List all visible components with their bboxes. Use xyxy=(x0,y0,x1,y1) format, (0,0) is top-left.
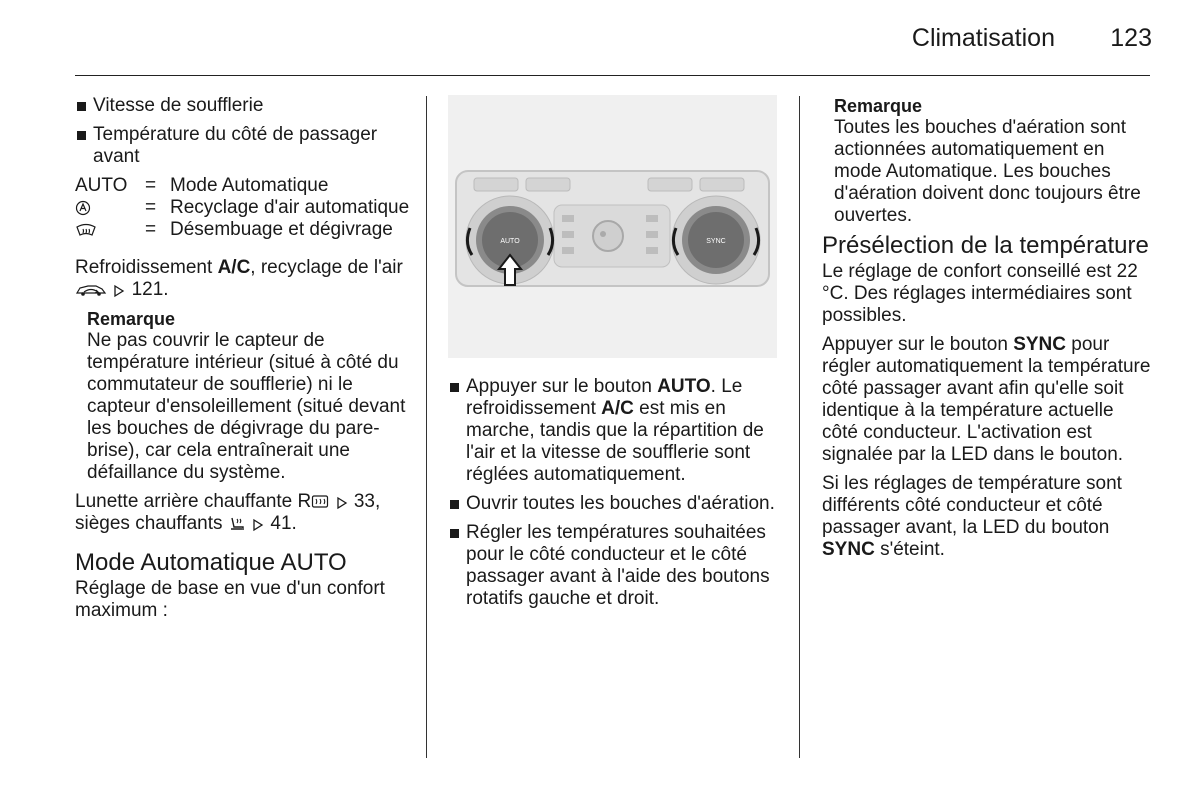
paragraph: Appuyer sur le bouton SYNC pour régler automatiquement la température côté passager avant afin qu'elle soit identique à la température actuelle côté conducteur. L'activation est signalée par la LED dans le bouton. xyxy=(822,334,1151,465)
list-item: Température du côté de passager avant xyxy=(75,124,410,168)
climate-control-panel-illustration xyxy=(448,95,777,358)
page-number: 123 xyxy=(1110,24,1152,52)
column-divider-1 xyxy=(426,96,427,758)
section-heading-auto-mode: Mode Automatique AUTO xyxy=(75,549,347,576)
bullet-square-icon xyxy=(450,383,459,392)
bullet-square-icon xyxy=(450,500,459,509)
sync-knob-label: SYNC xyxy=(706,238,726,245)
recirculation-auto-icon xyxy=(75,200,91,216)
column-divider-2 xyxy=(799,96,800,758)
column-1 xyxy=(75,95,410,629)
paragraph: Le réglage de confort conseillé est 22 °C. Des réglages intermédiaires sont possibles. xyxy=(822,261,1138,326)
bullet-square-icon xyxy=(77,131,86,140)
car-recirculation-icon xyxy=(75,282,107,298)
column-2 xyxy=(448,95,778,617)
list-item: Ouvrir toutes les bouches d'aération. xyxy=(448,493,778,515)
list-item: Régler les températures souhaitées pour le côté conducteur et le côté passager avant à l'aide des boutons rotatifs gauche et droit. xyxy=(448,522,778,610)
rear-window-heating-icon xyxy=(311,494,329,510)
column-3 xyxy=(822,95,1152,568)
list-item: Appuyer sur le bouton AUTO. Le refroidissement A/C est mis en marche, tandis que la répartition de l'air et la vitesse de soufflerie sont réglées automatiquement. xyxy=(448,376,778,486)
note-box: Remarque Ne pas couvrir le capteur de température intérieur (situé à côté du commutateur de soufflerie) ni le capteur d'ensoleillement (situé devant les bouches de dégivrage du pare-brise), car cela entraînerait une défaillance du système. xyxy=(87,309,406,483)
page-header-title: Climatisation xyxy=(911,24,1055,52)
rear-heating-paragraph: Lunette arrière chauffante R 33, sièges chauffants 41. xyxy=(75,491,381,534)
definition-defrost: = Désembuage et dégivrage xyxy=(75,219,410,241)
auto-knob-label: AUTO xyxy=(500,238,520,245)
page-reference-icon xyxy=(335,496,349,510)
section-heading-temperature: Présélection de la température xyxy=(822,232,1149,259)
definition-recirculation: = Recyclage d'air automatique xyxy=(75,197,410,219)
header-rule xyxy=(75,75,1150,76)
paragraph: Si les réglages de température sont différents côté conducteur et côté passager avant, la LED du bouton SYNC s'éteint. xyxy=(822,473,1122,560)
page-reference-icon xyxy=(251,518,265,532)
heated-seat-icon xyxy=(228,516,246,532)
cooling-paragraph: Refroidissement A/C, recyclage de l'air 121. xyxy=(75,257,403,300)
page-reference-icon xyxy=(112,284,126,298)
windscreen-defrost-icon xyxy=(75,222,97,238)
bullet-square-icon xyxy=(450,529,459,538)
list-item: Vitesse de soufflerie xyxy=(75,95,410,117)
bullet-square-icon xyxy=(77,102,86,111)
note-box: Remarque Toutes les bouches d'aération sont actionnées automatiquement en mode Automatique. Les bouches d'aération doivent donc toujours être ouvertes. xyxy=(834,96,1141,226)
auto-mode-paragraph: Réglage de base en vue d'un confort maximum : xyxy=(75,578,385,621)
definition-auto: AUTO = Mode Automatique xyxy=(75,175,329,196)
